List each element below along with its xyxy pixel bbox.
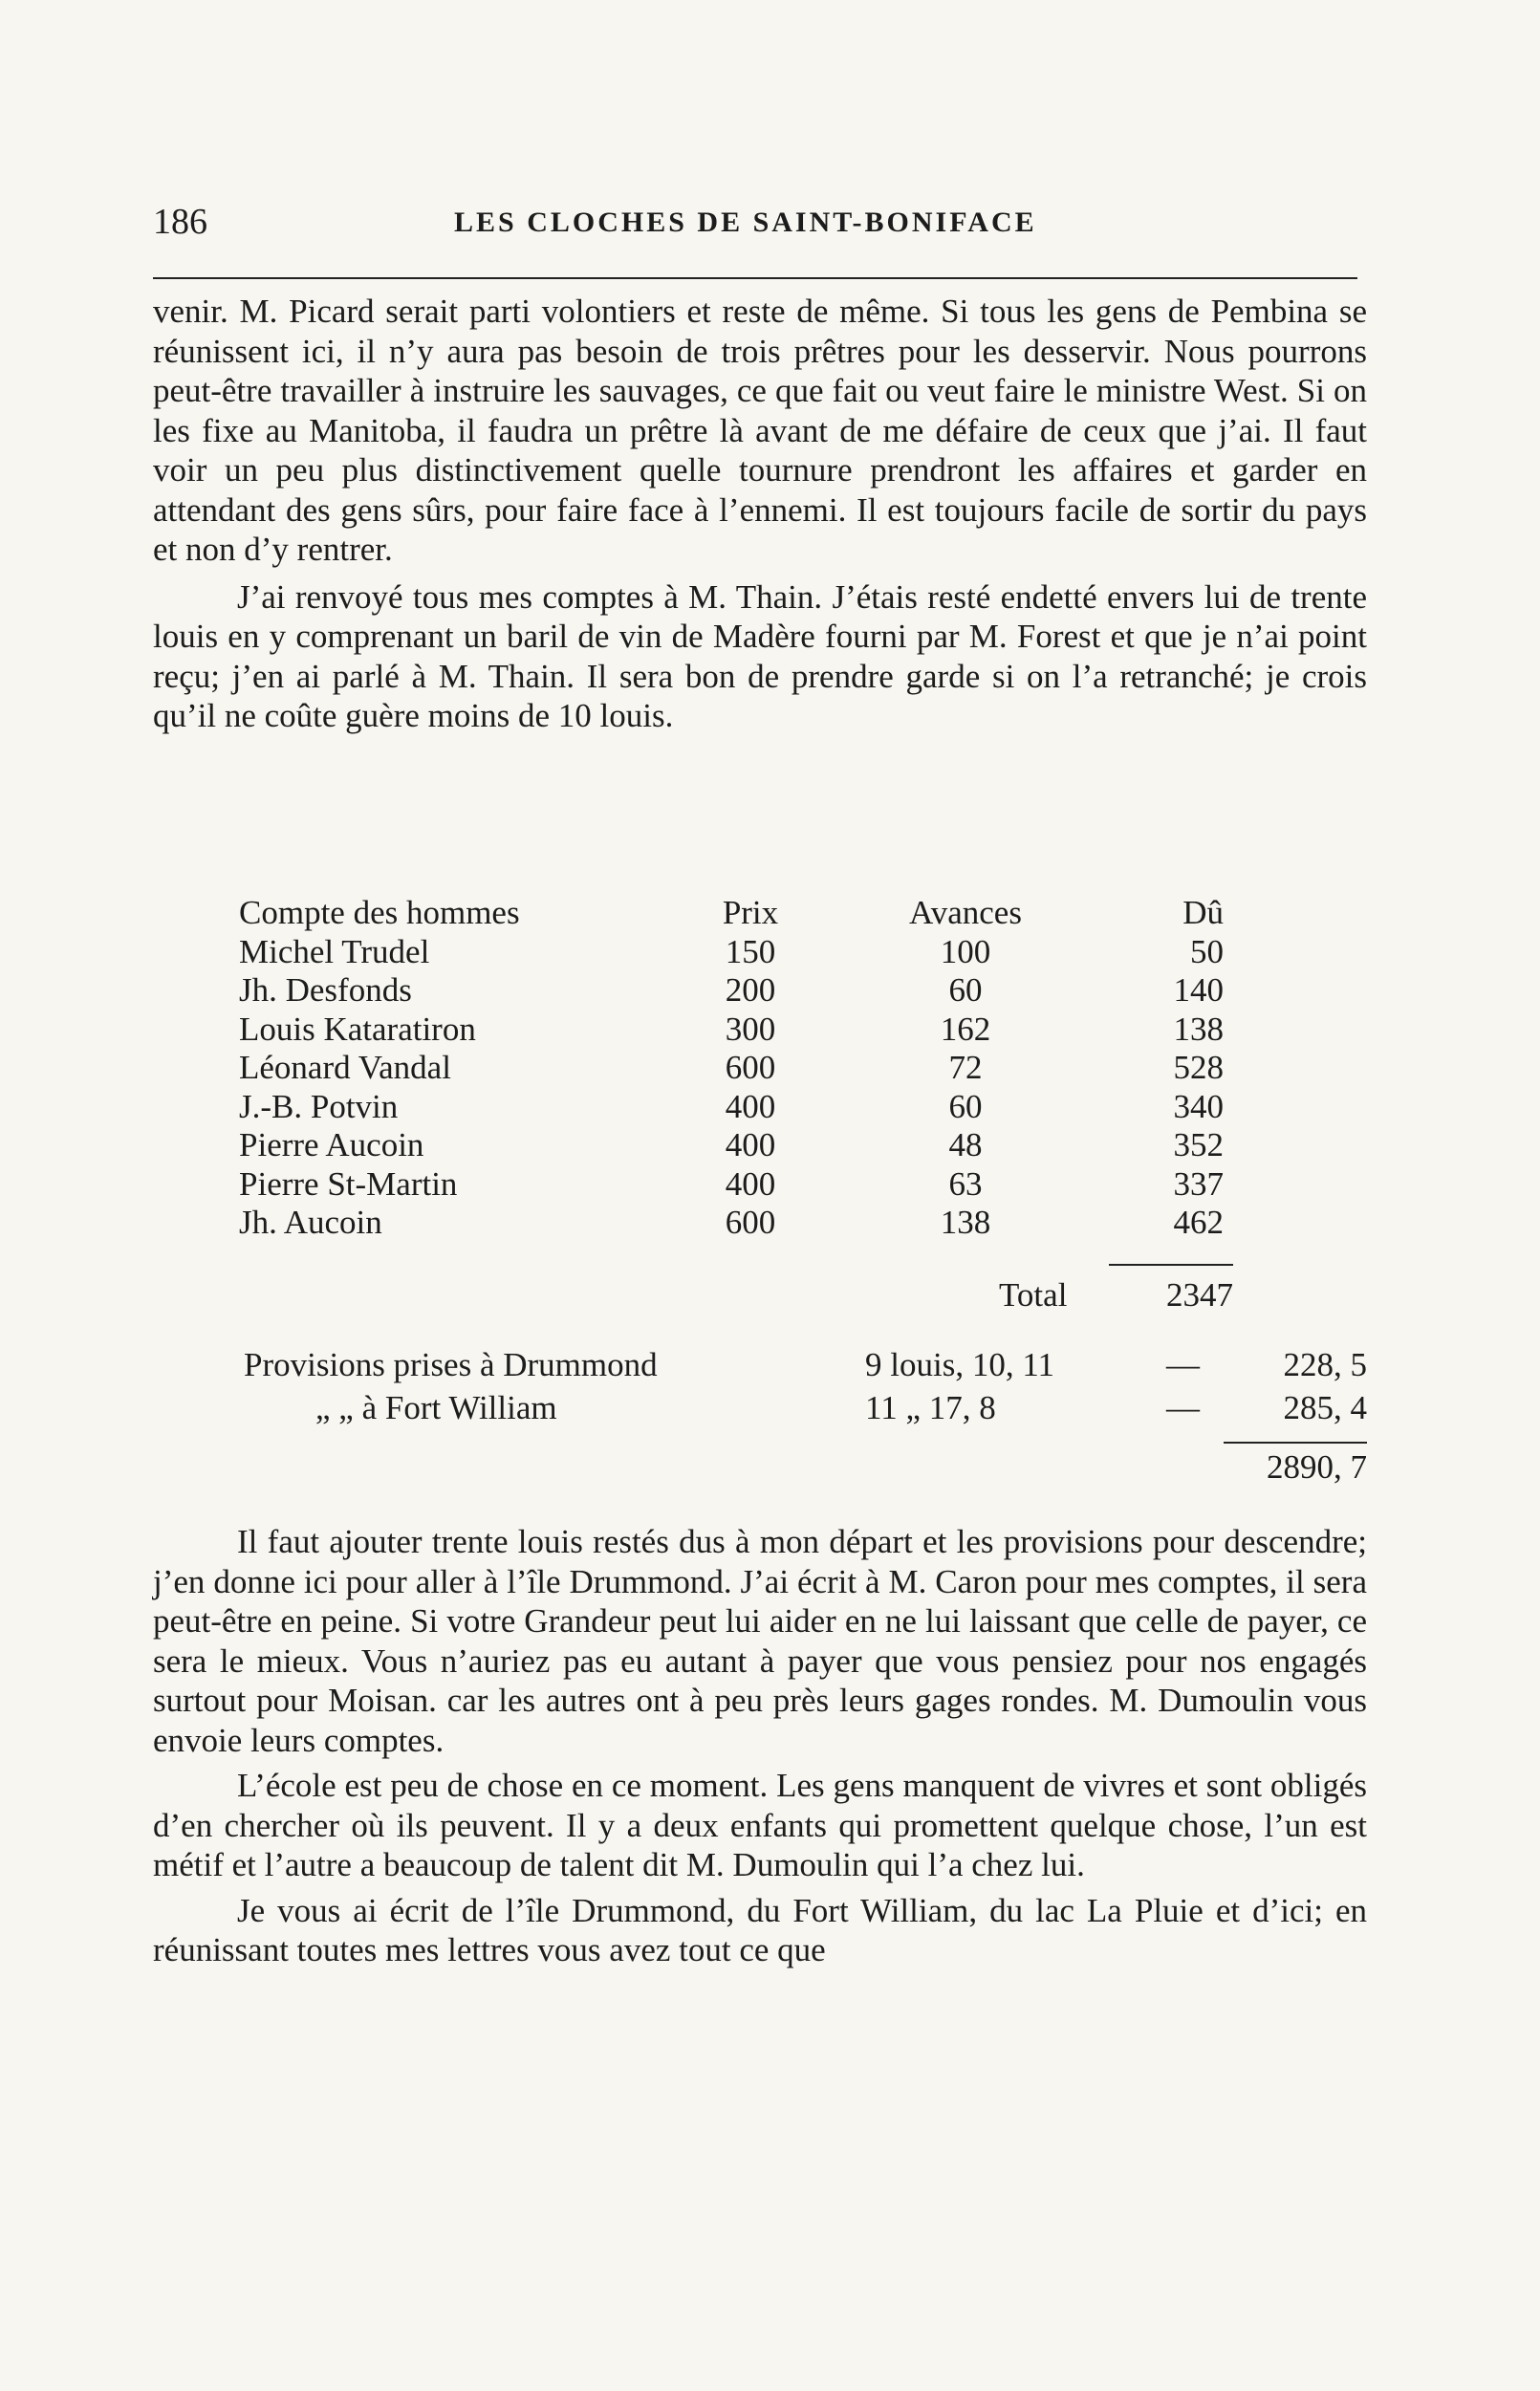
row-du: 352 xyxy=(1173,1126,1224,1163)
row-prix: 150 xyxy=(725,932,776,970)
row-avances: 60 xyxy=(948,971,983,1009)
provision-dash: — xyxy=(1166,1389,1200,1426)
paragraph: J’ai renvoyé tous mes comptes à M. Thain. J’étais resté endetté envers lui de trente louis en y comprenant un baril de vin de Madère fourni par M. Forest et que je n’ai point reçu; j’en ai parlé à M. Thain. Il sera bon de prendre garde si on l’a retranché; je crois qu’il ne coûte guère moins de 10 louis. xyxy=(153,577,1367,734)
header-avances: Avances xyxy=(909,894,1022,931)
total-value: 2347 xyxy=(1166,1276,1233,1314)
table-row xyxy=(239,1165,1243,1205)
row-name: Louis Kataratiron xyxy=(239,1010,476,1048)
row-du: 462 xyxy=(1173,1204,1224,1241)
row-avances: 138 xyxy=(940,1204,991,1241)
provision-row xyxy=(315,1389,1443,1431)
table-row xyxy=(239,933,1243,972)
header-prix: Prix xyxy=(722,894,779,931)
paragraph: Je vous ai écrit de l’île Drummond, du Fort William, du lac La Pluie et d’ici; en réunissant toutes mes lettres vous avez tout ce que xyxy=(153,1891,1367,1968)
running-title: LES CLOCHES DE SAINT-BONIFACE xyxy=(454,206,1037,238)
row-prix: 200 xyxy=(725,971,776,1009)
page-header xyxy=(153,201,1357,258)
paragraph: venir. M. Picard serait parti volontiers et reste de même. Si tous les gens de Pembina se réunissent ici, il n’y aura pas besoin de trois prêtres pour les desservir. Nous pourrons peut-être travailler à instruire les sauvages, ce que fait ou veut faire le ministre West. Si on les fixe au Manitoba, il faudra un prêtre là avant de me défaire de ceux que j’ai. Il faut voir un peu plus distinctivement quelle tournure prendront les affaires et garder en attendant des gens sûrs, pour faire face à l’ennemi. Il est toujours facile de sortir du pays et non d’y rentrer. xyxy=(153,293,1367,568)
row-du: 140 xyxy=(1173,971,1224,1009)
table-row xyxy=(239,971,1243,1011)
provision-value: 285, 4 xyxy=(1283,1389,1367,1426)
total-label: Total xyxy=(999,1276,1068,1314)
row-du: 340 xyxy=(1173,1087,1224,1125)
row-name: Jh. Aucoin xyxy=(239,1204,382,1241)
row-du: 50 xyxy=(1190,932,1224,970)
row-avances: 162 xyxy=(940,1010,991,1048)
row-name: Léonard Vandal xyxy=(239,1049,451,1086)
provision-amount: 9 louis, 10, 11 xyxy=(865,1346,1055,1383)
table-row xyxy=(239,1049,1243,1088)
row-prix: 400 xyxy=(725,1164,776,1203)
row-avances: 60 xyxy=(948,1087,983,1125)
paragraph: Il faut ajouter trente louis restés dus à mon départ et les provisions pour descendre; j’en donne ici pour aller à l’île Drummond. J’ai écrit à M. Caron pour mes comptes, il sera peut-être en peine. Si votre Grandeur peut lui aider en ne lui laissant que celle de payer, ce sera le mieux. Vous n’auriez pas eu autant à payer que vous pensiez pour nos engagés surtout pour Moisan. car les autres ont à peu près leurs gages rondes. M. Dumoulin vous envoie leurs comptes. xyxy=(153,1523,1367,1759)
header-name: Compte des hommes xyxy=(239,894,520,931)
header-rule xyxy=(153,277,1357,279)
paragraph: L’école est peu de chose en ce moment. Les gens manquent de vivres et sont obligés d’en chercher où ils peuvent. Il y a deux enfants qui promettent quelque chose, l’un est métif et l’autre a beaucoup de talent dit M. Dumoulin qui l’a chez lui. xyxy=(153,1767,1367,1883)
row-avances: 48 xyxy=(948,1126,983,1163)
row-prix: 400 xyxy=(725,1087,776,1125)
accounts-header-row xyxy=(239,894,1243,933)
row-name: Michel Trudel xyxy=(239,932,430,970)
row-avances: 72 xyxy=(948,1049,983,1086)
accounts-table xyxy=(239,894,1243,1243)
row-name: Pierre Aucoin xyxy=(239,1126,424,1163)
row-avances: 100 xyxy=(940,932,991,970)
body-text-top xyxy=(153,292,1367,736)
row-prix: 400 xyxy=(725,1126,776,1163)
provision-label: Provisions prises à Drummond xyxy=(244,1346,658,1383)
body-text-bottom xyxy=(153,1522,1367,1970)
row-prix: 600 xyxy=(725,1204,776,1241)
header-du: Dû xyxy=(1182,894,1224,931)
table-row xyxy=(239,1088,1243,1127)
row-prix: 600 xyxy=(725,1049,776,1086)
table-row xyxy=(239,1204,1243,1243)
table-row xyxy=(239,1126,1243,1165)
row-du: 337 xyxy=(1173,1164,1224,1203)
row-du: 528 xyxy=(1173,1049,1224,1086)
row-name: Pierre St-Martin xyxy=(239,1164,458,1203)
page-number: 186 xyxy=(153,202,207,242)
sum-rule xyxy=(1224,1442,1367,1444)
row-avances: 63 xyxy=(948,1164,983,1203)
row-prix: 300 xyxy=(725,1010,776,1048)
total-rule xyxy=(1109,1264,1233,1266)
provision-amount: 11 „ 17, 8 xyxy=(865,1389,996,1426)
provision-label: „ „ à Fort William xyxy=(315,1389,557,1426)
row-du: 138 xyxy=(1173,1010,1224,1048)
provision-value: 228, 5 xyxy=(1283,1346,1367,1383)
grand-total: 2890, 7 xyxy=(1267,1448,1367,1486)
row-name: J.-B. Potvin xyxy=(239,1087,399,1125)
row-name: Jh. Desfonds xyxy=(239,971,412,1009)
provision-dash: — xyxy=(1166,1346,1200,1383)
provision-row xyxy=(244,1346,1372,1388)
table-row xyxy=(239,1011,1243,1050)
